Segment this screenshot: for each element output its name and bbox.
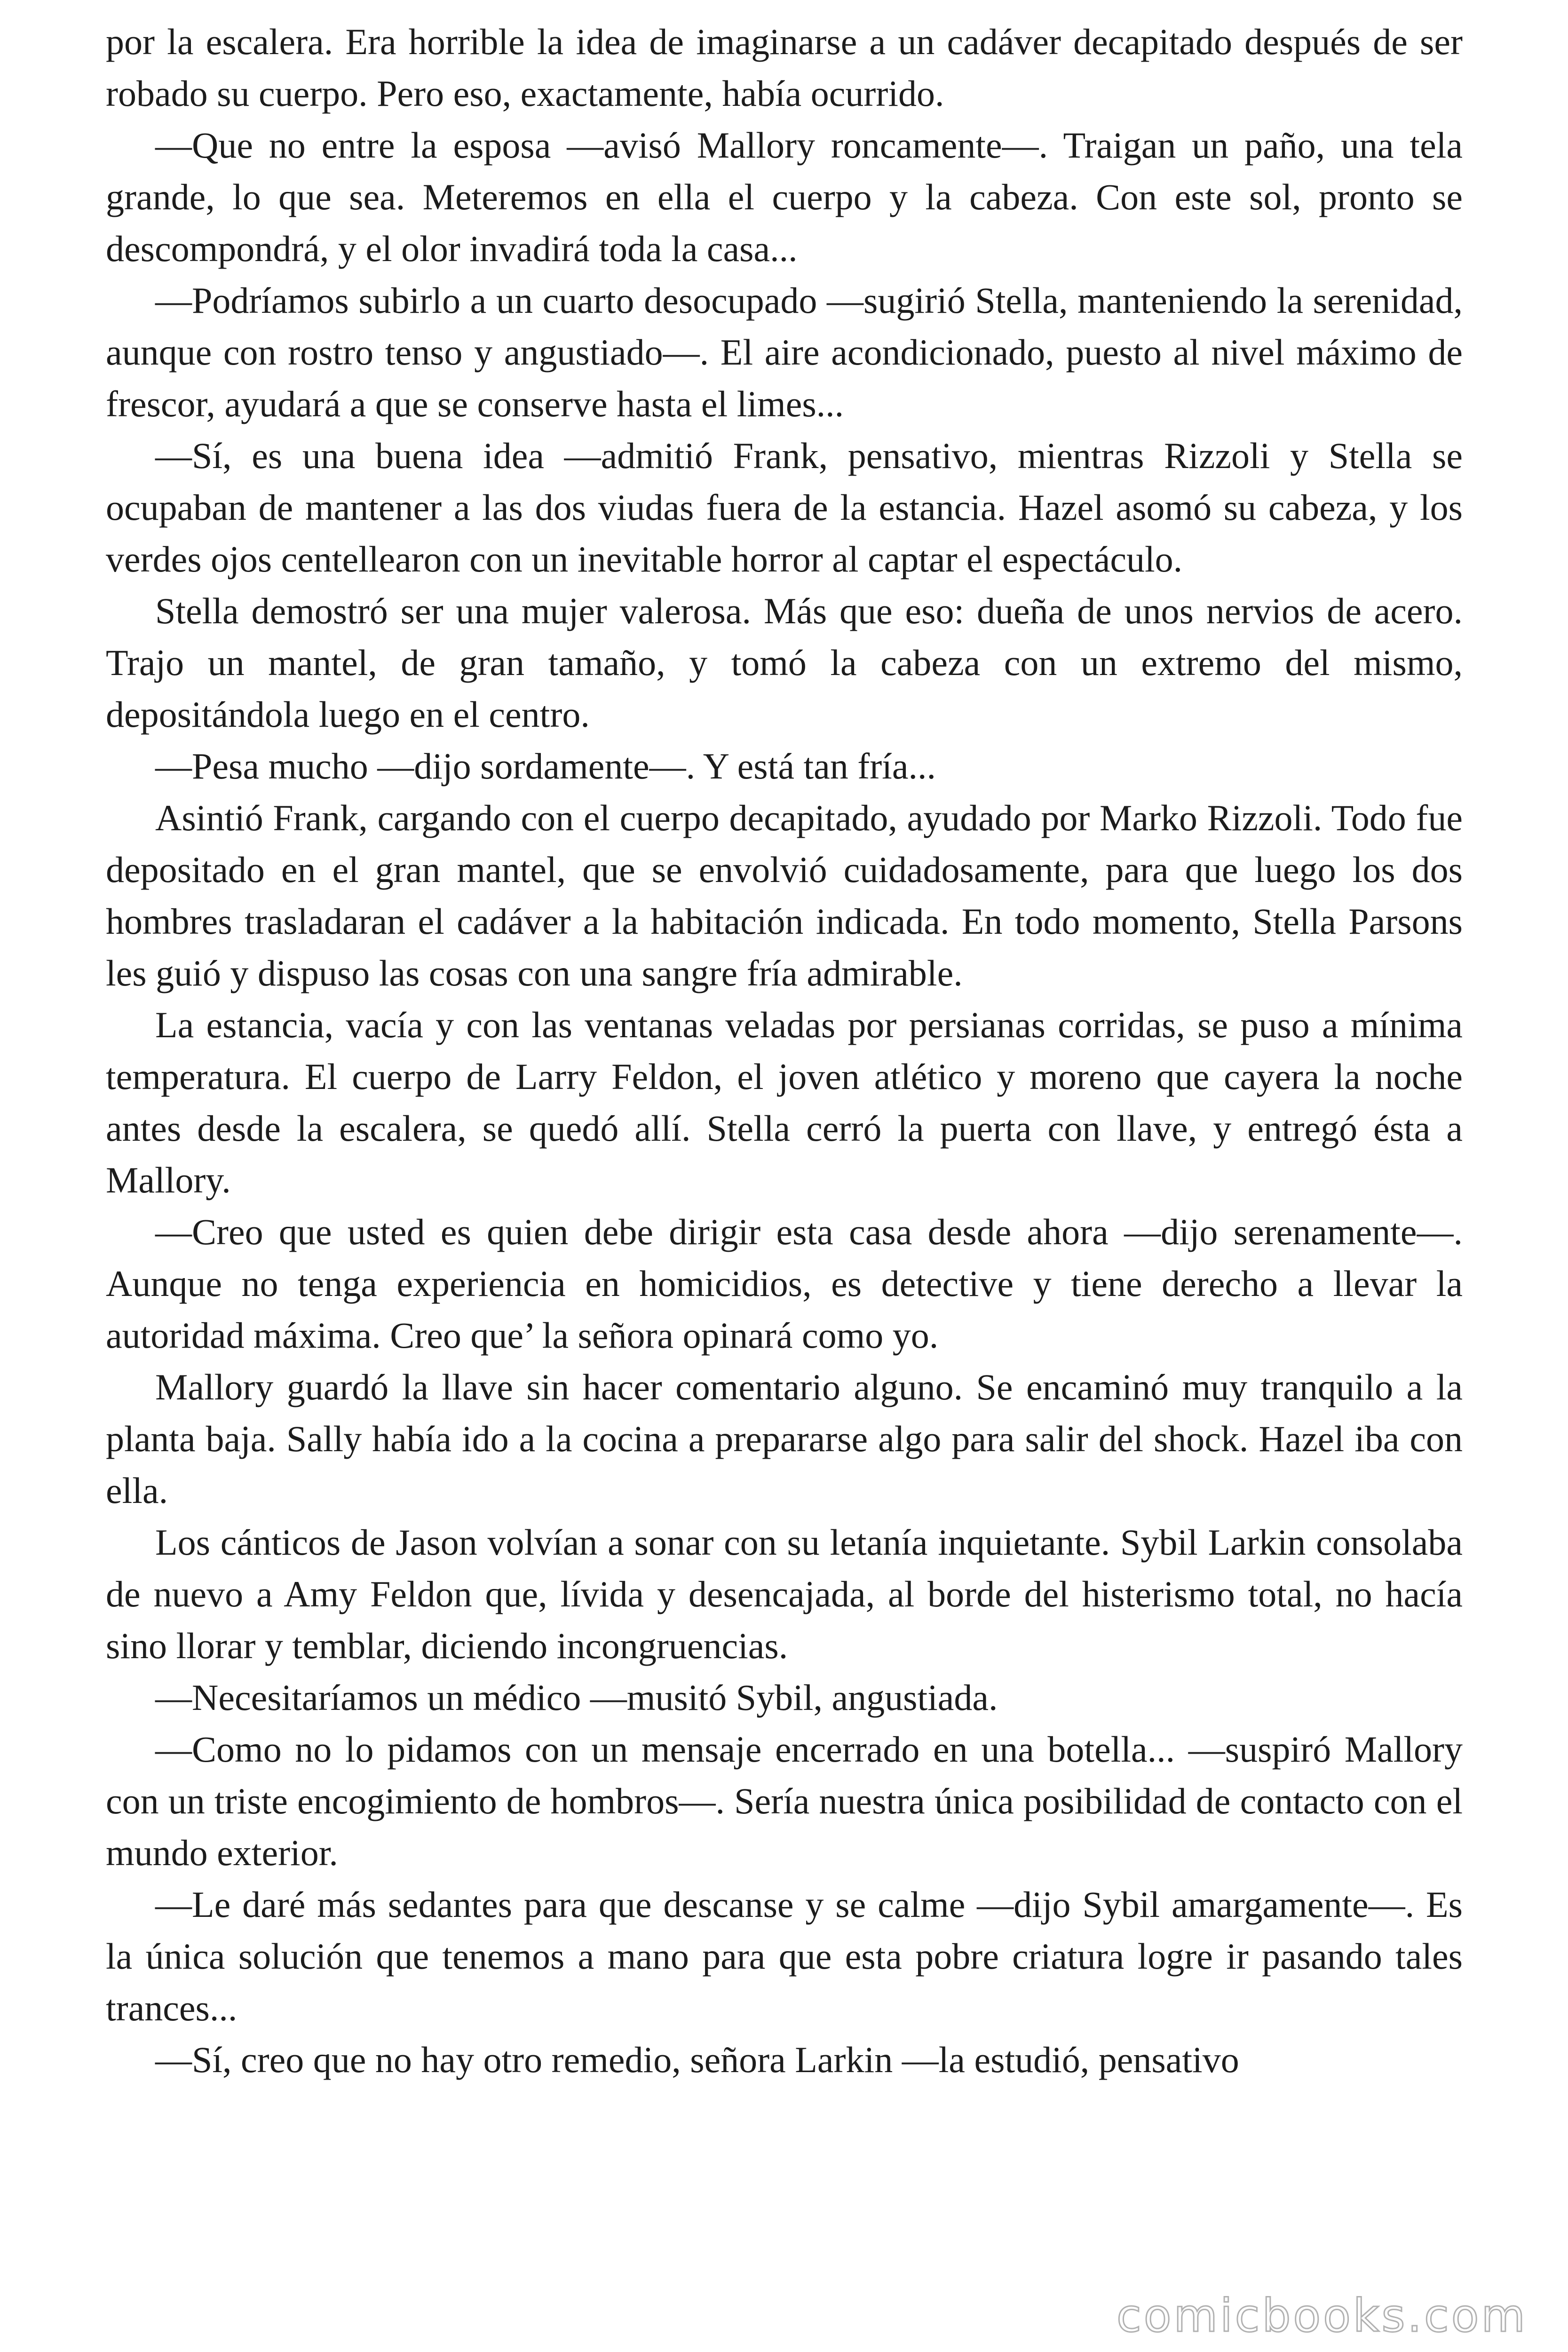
paragraph-9: —Creo que usted es quien debe dirigir esta casa desde ahora —dijo serenamente—. Aunque no tenga experiencia en homicidios, es detective y tiene derecho a llevar la autoridad máxima. Creo que’ la señora opinará como yo. bbox=[106, 1211, 1463, 1356]
paragraph-11: Los cánticos de Jason volvían a sonar con su letanía inquietante. Sybil Larkin consolaba de nuevo a Amy Feldon que, lívida y desencajada, al borde del histerismo total, no hacía sino llorar y temblar, diciendo incongruencias. bbox=[106, 1522, 1463, 1666]
paragraph-10: Mallory guardó la llave sin hacer comentario alguno. Se encaminó muy tranquilo a la planta baja. Sally había ido a la cocina a prepararse algo para salir del shock. Hazel iba con ella. bbox=[106, 1367, 1463, 1511]
paragraph-3: —Podríamos subirlo a un cuarto desocupado —sugirió Stella, manteniendo la serenidad, aunque con rostro tenso y angustiado—. El aire acondicionado, puesto al nivel máximo de frescor, ayudará a que se conserve hasta el limes... bbox=[106, 280, 1463, 424]
paragraph-2: —Que no entre la esposa —avisó Mallory roncamente—. Traigan un paño, una tela grande, lo que sea. Meteremos en ella el cuerpo y la cabeza. Con este sol, pronto se descompondrá, y el olor invadirá toda la casa... bbox=[106, 125, 1463, 269]
paragraph-8: La estancia, vacía y con las ventanas veladas por persianas corridas, se puso a mínima temperatura. El cuerpo de Larry Feldon, el joven atlético y moreno que cayera la noche antes desde la escalera, se quedó allí. Stella cerró la puerta con llave, y entregó ésta a Mallory. bbox=[106, 1004, 1463, 1200]
paragraph-12: —Necesitaríamos un médico —musitó Sybil, angustiada. bbox=[155, 1677, 998, 1718]
paragraph-15: —Sí, creo que no hay otro remedio, señora Larkin —la estudió, pensativo bbox=[155, 2039, 1239, 2080]
watermark: comicbooks.com bbox=[1116, 2289, 1528, 2342]
paragraph-1: por la escalera. Era horrible la idea de imaginarse a un cadáver decapitado después de ser robado su cuerpo. Pero eso, exactamente, había ocurrido. bbox=[106, 21, 1463, 114]
page-body bbox=[106, 16, 1463, 2086]
paragraph-14: —Le daré más sedantes para que descanse y se calme —dijo Sybil amargamente—. Es la única solución que tenemos a mano para que esta pobre criatura logre ir pasando tales trances... bbox=[106, 1884, 1463, 2028]
paragraph-13: —Como no lo pidamos con un mensaje encerrado en una botella... —suspiró Mallory con un triste encogimiento de hombros—. Sería nuestra única posibilidad de contacto con el mundo exterior. bbox=[106, 1729, 1463, 1873]
paragraph-4: —Sí, es una buena idea —admitió Frank, pensativo, mientras Rizzoli y Stella se ocupaban de mantener a las dos viudas fuera de la estancia. Hazel asomó su cabeza, y los verdes ojos centellearon con un inevitable horror al captar el espectáculo. bbox=[106, 435, 1463, 580]
paragraph-6: —Pesa mucho —dijo sordamente—. Y está tan fría... bbox=[155, 746, 936, 787]
paragraph-7: Asintió Frank, cargando con el cuerpo decapitado, ayudado por Marko Rizzoli. Todo fue depositado en el gran mantel, que se envolvió cuidadosamente, para que luego los dos hombres trasladaran el cadáver a la habitación indicada. En todo momento, Stella Parsons les guió y dispuso las cosas con una sangre fría admirable. bbox=[106, 797, 1463, 993]
paragraph-5: Stella demostró ser una mujer valerosa. Más que eso: dueña de unos nervios de acero. Trajo un mantel, de gran tamaño, y tomó la cabeza con un extremo del mismo, depositándola luego en el centro. bbox=[106, 590, 1463, 735]
